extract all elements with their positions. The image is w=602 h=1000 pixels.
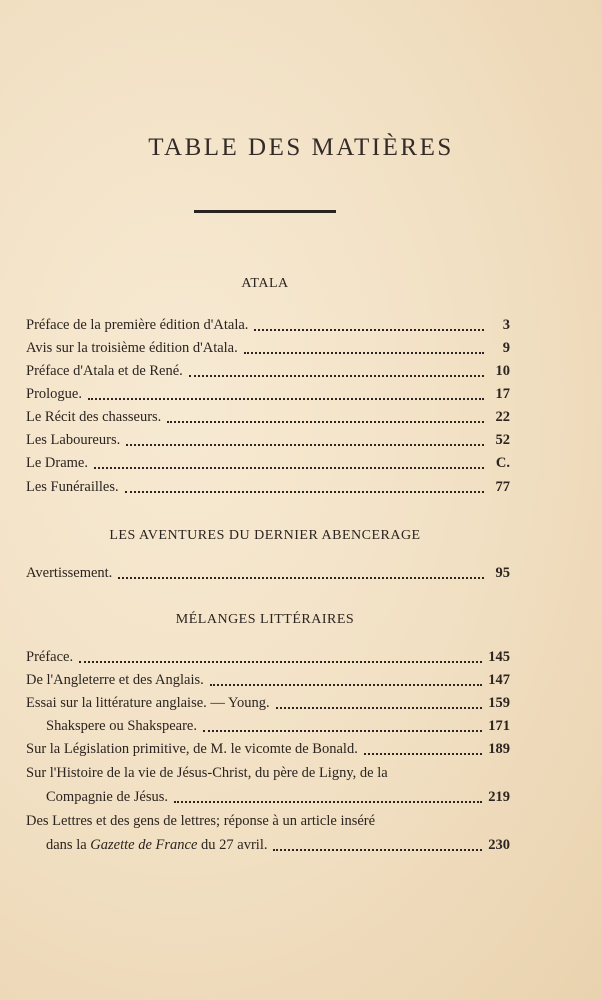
toc-entry: [26, 738, 510, 760]
dot-leader: [273, 849, 482, 851]
dot-leader: [79, 661, 482, 663]
toc-entry-label: Le Récit des chasseurs.: [26, 409, 162, 425]
toc-entry-label: Essai sur la littérature anglaise. — Young.: [26, 695, 270, 711]
toc-entry-label: Prologue.: [26, 386, 82, 402]
toc-entry: [26, 562, 510, 584]
toc-entry: [46, 715, 510, 737]
dot-leader: [167, 421, 484, 423]
toc-entry-label: Avis sur la troisième édition d'Atala.: [26, 340, 238, 356]
toc-entry-page: C.: [495, 455, 510, 471]
toc-entry: [26, 452, 510, 474]
toc-entry-label: Sur la Législation primitive, de M. le vicomte de Bonald.: [26, 741, 358, 757]
dot-leader: [174, 801, 482, 803]
section-heading-melanges: MÉLANGES LITTÉRAIRES: [175, 612, 355, 627]
toc-entry-page: 189: [488, 741, 510, 757]
toc-entry-lettres-line1: Des Lettres et des gens de lettres; réponse à un article inséré: [26, 813, 376, 829]
page-title: TABLE DES MATIÈRES: [148, 134, 454, 161]
toc-entry: [26, 360, 510, 382]
dot-leader: [118, 577, 484, 579]
toc-entry-label: Les Funérailles.: [26, 479, 119, 495]
toc-entry: [26, 383, 510, 405]
toc-entry-label: Préface.: [26, 649, 74, 665]
toc-entry-page: 147: [488, 672, 510, 688]
toc-entry: [46, 834, 510, 856]
toc-entry-page: 77: [495, 479, 510, 495]
dot-leader: [210, 684, 482, 686]
toc-entry-page: 3: [502, 317, 510, 333]
section-heading-atala: ATALA: [241, 276, 289, 291]
toc-entry: [26, 692, 510, 714]
toc-entry: [46, 786, 510, 808]
toc-entry-page: 10: [495, 363, 510, 379]
toc-entry-label: Préface d'Atala et de René.: [26, 363, 183, 379]
dot-leader: [203, 730, 482, 732]
toc-entry: [26, 476, 510, 498]
toc-entry: [26, 646, 510, 668]
toc-entry-page: 52: [495, 432, 510, 448]
toc-entry-label: Avertissement.: [26, 565, 113, 581]
toc-entry-page: 9: [502, 340, 510, 356]
lettres-prefix: dans la: [46, 837, 87, 853]
section-heading-abencerage: LES AVENTURES DU DERNIER ABENCERAGE: [109, 528, 421, 543]
toc-entry: [26, 429, 510, 451]
lettres-suffix: du 27 avril.: [201, 837, 268, 853]
dot-leader: [88, 398, 484, 400]
dot-leader: [276, 707, 483, 709]
dot-leader: [254, 329, 484, 331]
toc-entry-label: [46, 834, 267, 856]
toc-entry: [26, 406, 510, 428]
toc-entry-label: Les Laboureurs.: [26, 432, 121, 448]
dot-leader: [125, 491, 484, 493]
toc-entry-label: Le Drame.: [26, 455, 88, 471]
toc-entry-page: 219: [488, 789, 510, 805]
toc-entry-page: 17: [495, 386, 510, 402]
toc-entry-label: Compagnie de Jésus.: [46, 789, 169, 805]
toc-entry-page: 145: [488, 649, 510, 665]
toc-entry-page: 95: [495, 565, 510, 581]
toc-entry-page: 159: [488, 695, 510, 711]
toc-entry-label: Préface de la première édition d'Atala.: [26, 317, 249, 333]
lettres-journal-title: Gazette de France: [90, 837, 198, 853]
dot-leader: [94, 467, 484, 469]
dot-leader: [189, 375, 484, 377]
dot-leader: [244, 352, 484, 354]
toc-entry: [26, 314, 510, 336]
toc-entry-label: Shakspere ou Shakspeare.: [46, 718, 197, 734]
toc-entry-label: De l'Angleterre et des Anglais.: [26, 672, 204, 688]
toc-entry-page: 22: [495, 409, 510, 425]
dot-leader: [364, 753, 482, 755]
dot-leader: [126, 444, 484, 446]
toc-entry-histoire-line1: Sur l'Histoire de la vie de Jésus-Christ, du père de Ligny, de la: [26, 765, 388, 781]
toc-entry: [26, 669, 510, 691]
toc-entry-page: 230: [488, 837, 510, 853]
toc-entry-page: 171: [488, 718, 510, 734]
toc-entry: [26, 337, 510, 359]
title-rule: [194, 210, 336, 213]
